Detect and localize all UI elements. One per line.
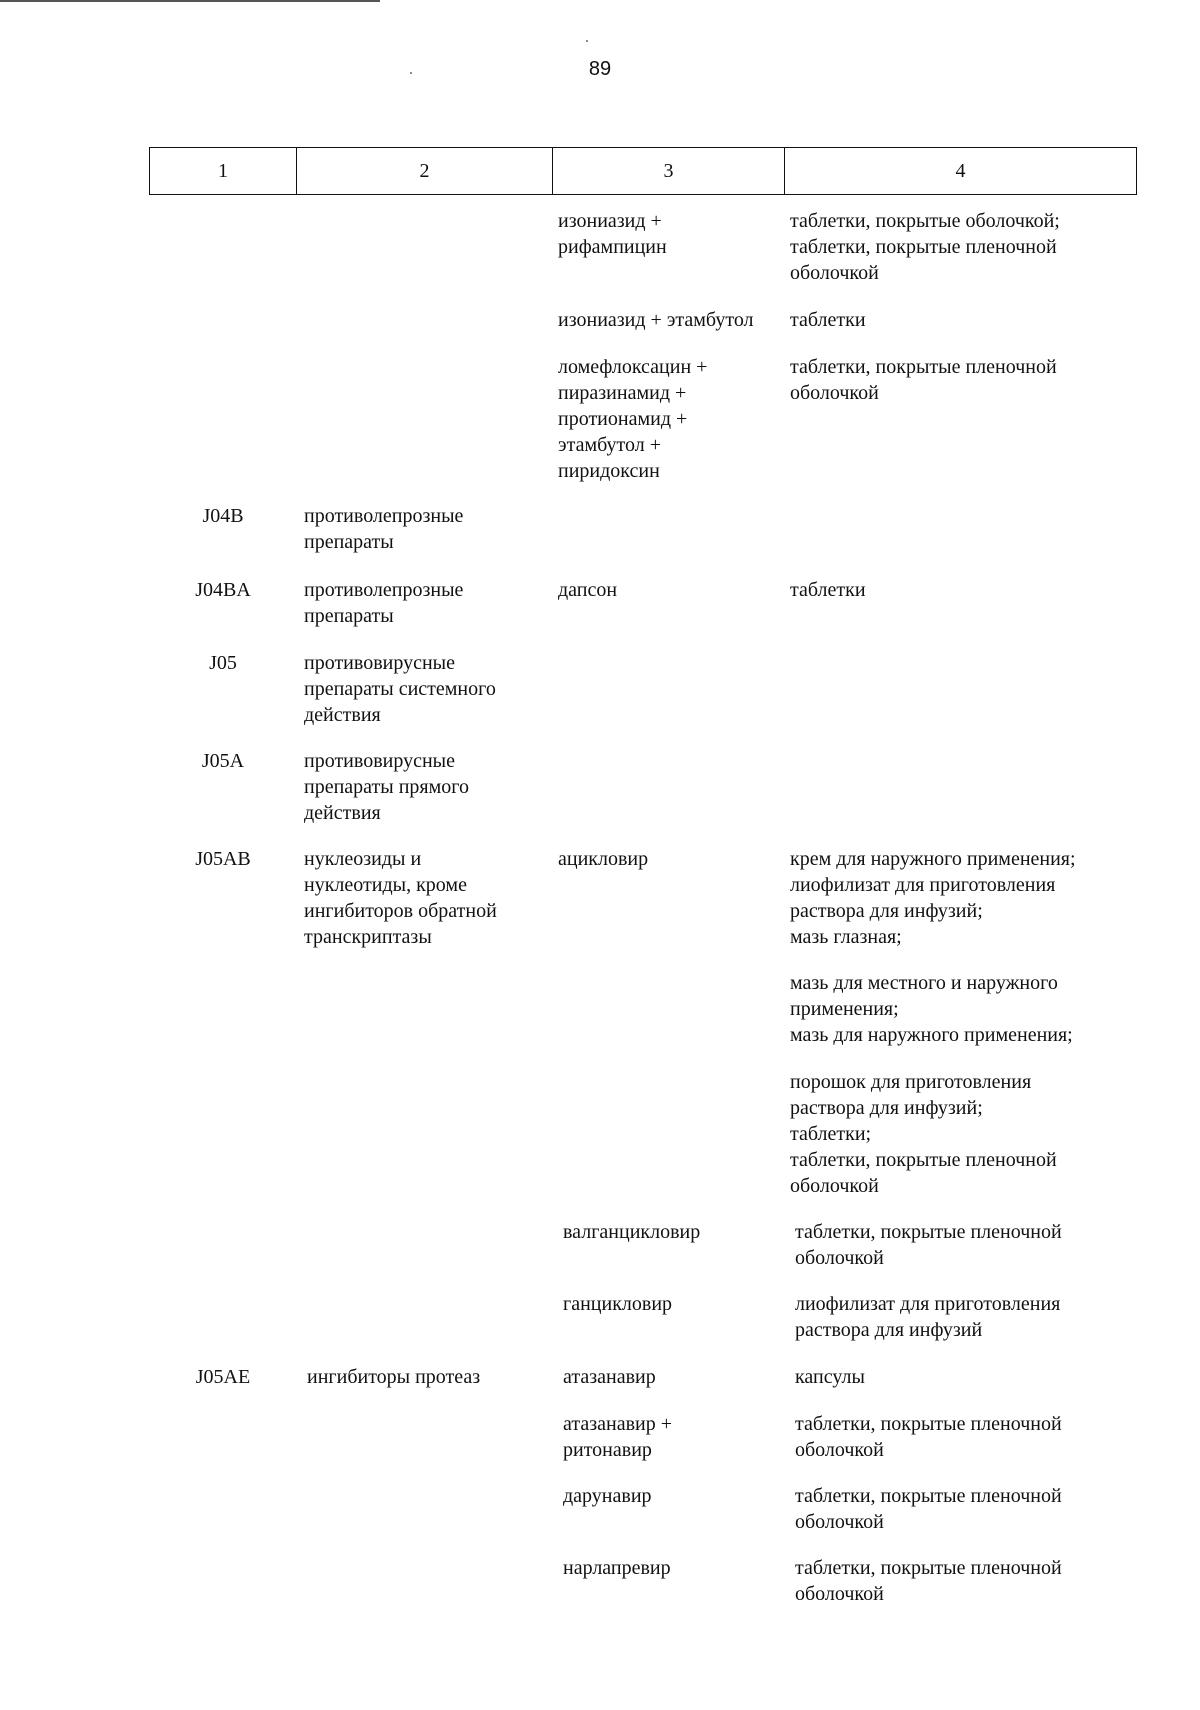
form-line: таблетки, покрытые оболочкой;: [790, 210, 1060, 232]
row-1-forms: [790, 307, 866, 333]
form-line: оболочкой: [790, 382, 879, 404]
form-line: мазь для местного и наружного: [790, 972, 1058, 994]
drug-line: пиридоксин: [558, 460, 660, 482]
form-line: оболочкой: [795, 1247, 884, 1269]
table-header: [149, 147, 1137, 195]
group-line: нуклеозиды и: [304, 848, 422, 870]
row-4-drug: [558, 577, 617, 603]
group-line: транскриптазы: [304, 926, 432, 948]
form-line: таблетки, покрытые пленочной: [795, 1221, 1062, 1243]
row-7-code: J05AB: [195, 848, 251, 870]
row-3-code: J04B: [202, 505, 244, 527]
form-line: крем для наружного применения;: [790, 848, 1076, 870]
row-4-group: [304, 577, 463, 629]
scan-speck: [586, 40, 588, 42]
form-line: оболочкой: [795, 1511, 884, 1533]
row-15-forms: [795, 1555, 1062, 1607]
row-3-group: [304, 503, 463, 555]
page-number: 89: [588, 58, 612, 80]
row-7-drug: [558, 846, 648, 872]
row-10-drug: [563, 1219, 700, 1245]
row-9-forms: [790, 1069, 1057, 1199]
row-5-group: [304, 650, 496, 728]
row-13-forms: [795, 1411, 1062, 1463]
drug-line: протионамид +: [558, 408, 688, 430]
row-14-forms: [795, 1483, 1062, 1535]
group-line: препараты: [304, 605, 394, 627]
row-4-code: J04BA: [195, 579, 251, 601]
form-line: оболочкой: [790, 262, 879, 284]
group-line: противолепрозные: [304, 579, 464, 601]
form-line: таблетки: [790, 309, 866, 331]
row-15-drug: [563, 1555, 671, 1581]
header-col-1: 1: [150, 148, 297, 195]
row-0-forms: [790, 208, 1060, 286]
row-6-group: [304, 748, 469, 826]
row-12-drug: [563, 1364, 656, 1390]
header-col-2: 2: [297, 148, 553, 195]
form-line: лиофилизат для приготовления: [790, 874, 1056, 896]
row-5-code: J05: [209, 652, 237, 674]
row-11-drug: [563, 1291, 672, 1317]
row-8-forms: [790, 970, 1073, 1048]
form-line: раствора для инфузий: [795, 1319, 983, 1341]
form-line: таблетки, покрытые пленочной: [795, 1413, 1062, 1435]
form-line: лиофилизат для приготовления: [795, 1293, 1061, 1315]
row-12-group: [307, 1364, 480, 1390]
group-line: препараты системного: [304, 678, 496, 700]
drug-line: атазанавир: [563, 1366, 656, 1388]
drug-line: дарунавир: [563, 1485, 652, 1507]
form-line: таблетки, покрытые пленочной: [795, 1485, 1062, 1507]
row-10-forms: [795, 1219, 1062, 1271]
row-12-forms: [795, 1364, 865, 1390]
form-line: оболочкой: [795, 1439, 884, 1461]
row-12-code: J05AE: [195, 1366, 251, 1388]
drug-line: рифампицин: [558, 236, 667, 258]
row-7-group: [304, 846, 497, 950]
form-line: таблетки: [790, 579, 866, 601]
form-line: порошок для приготовления: [790, 1071, 1032, 1093]
form-line: раствора для инфузий;: [790, 1097, 983, 1119]
form-line: раствора для инфузий;: [790, 900, 983, 922]
row-1-drug: [558, 307, 754, 333]
form-line: оболочкой: [795, 1583, 884, 1605]
form-line: применения;: [790, 998, 899, 1020]
row-2-drug: [558, 354, 707, 484]
drug-line: ацикловир: [558, 848, 649, 870]
form-line: капсулы: [795, 1366, 865, 1388]
group-line: ингибиторов обратной: [304, 900, 497, 922]
row-6-code: J05A: [201, 750, 245, 772]
group-line: противовирусные: [304, 652, 455, 674]
row-7-forms: [790, 846, 1076, 950]
group-line: противовирусные: [304, 750, 455, 772]
header-col-4: 4: [785, 148, 1137, 195]
group-line: действия: [304, 802, 381, 824]
scan-top-rule: [0, 0, 380, 2]
form-line: оболочкой: [790, 1175, 879, 1197]
drug-line: ганцикловир: [563, 1293, 673, 1315]
form-line: таблетки, покрытые пленочной: [790, 356, 1057, 378]
form-line: таблетки, покрытые пленочной: [790, 236, 1057, 258]
drug-line: пиразинамид +: [558, 382, 687, 404]
group-line: действия: [304, 704, 381, 726]
drug-line: атазанавир +: [563, 1413, 673, 1435]
drug-line: валганцикловир: [563, 1221, 701, 1243]
drug-line: ломефлоксацин +: [558, 356, 708, 378]
form-line: таблетки, покрытые пленочной: [790, 1149, 1057, 1171]
group-line: ингибиторы протеаз: [307, 1366, 481, 1388]
drug-line: ритонавир: [563, 1439, 652, 1461]
row-2-forms: [790, 354, 1057, 406]
row-14-drug: [563, 1483, 652, 1509]
group-line: нуклеотиды, кроме: [304, 874, 467, 896]
form-line: таблетки, покрытые пленочной: [795, 1557, 1062, 1579]
group-line: препараты прямого: [304, 776, 469, 798]
header-col-3: 3: [553, 148, 785, 195]
drug-line: нарлапревир: [563, 1557, 671, 1579]
row-13-drug: [563, 1411, 672, 1463]
drug-line: дапсон: [558, 579, 618, 601]
form-line: мазь глазная;: [790, 926, 902, 948]
row-11-forms: [795, 1291, 1060, 1343]
drug-line: этамбутол +: [558, 434, 661, 456]
form-line: мазь для наружного применения;: [790, 1024, 1073, 1046]
drug-line: изониазид +: [558, 210, 662, 232]
drug-line: изониазид + этамбутол: [558, 309, 754, 331]
group-line: противолепрозные: [304, 505, 464, 527]
row-4-forms: [790, 577, 866, 603]
group-line: препараты: [304, 531, 394, 553]
form-line: таблетки;: [790, 1123, 872, 1145]
row-0-drug: [558, 208, 667, 260]
